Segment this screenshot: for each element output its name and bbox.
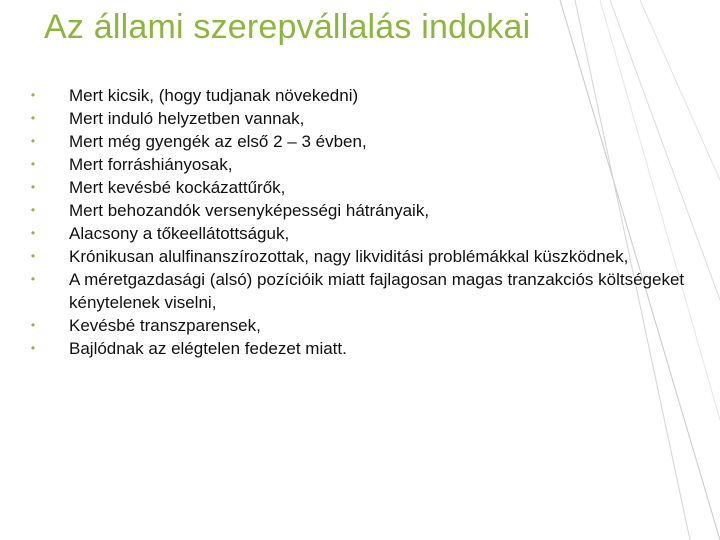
- bullet-icon: •: [30, 203, 36, 217]
- bullet-icon: •: [30, 341, 36, 355]
- list-item: [26, 199, 686, 222]
- list-item: [26, 222, 686, 245]
- list-item: [26, 130, 686, 153]
- list-item: [26, 176, 686, 199]
- bullet-icon: •: [30, 226, 36, 240]
- list-item-text: Mert induló helyzetben vannak,: [69, 109, 305, 128]
- list-item-text: Mert kevésbé kockázattűrők,: [69, 178, 286, 197]
- list-item-text: Mert forráshiányosak,: [69, 155, 233, 174]
- bullet-icon: •: [30, 318, 36, 332]
- bullet-icon: •: [30, 157, 36, 171]
- bullet-icon: •: [30, 180, 36, 194]
- list-item-text: Mert kicsik, (hogy tudjanak növekedni): [69, 86, 359, 105]
- list-item-text: Mert behozandók versenyképességi hátrányaik,: [69, 201, 430, 220]
- bullet-icon: •: [30, 249, 36, 263]
- list-item-text: Bajlódnak az elégtelen fedezet miatt.: [69, 339, 347, 358]
- bullet-icon: •: [30, 272, 36, 286]
- bullet-icon: •: [30, 111, 36, 125]
- bullet-icon: •: [30, 134, 36, 148]
- slide-title: Az állami szerepvállalás indokai: [44, 8, 531, 46]
- bullet-icon: •: [30, 88, 36, 102]
- list-item-text: Krónikusan alulfinanszírozottak, nagy likviditási problémákkal küszködnek,: [69, 247, 629, 266]
- list-item: [26, 314, 686, 337]
- list-item-text: Kevésbé transzparensek,: [69, 316, 261, 335]
- list-item: [26, 268, 686, 314]
- list-item: [26, 84, 686, 107]
- list-item: [26, 245, 686, 268]
- list-item-text: A méretgazdasági (alsó) pozícióik miatt fajlagosan magas tranzakciós költségeket kénytelenek viselni,: [69, 270, 685, 312]
- list-item-text: Alacsony a tőkeellátottságuk,: [69, 224, 290, 243]
- list-item: [26, 107, 686, 130]
- list-item: [26, 337, 686, 360]
- list-item: [26, 153, 686, 176]
- list-item-text: Mert még gyengék az első 2 – 3 évben,: [69, 132, 367, 151]
- bullet-list: [26, 84, 686, 360]
